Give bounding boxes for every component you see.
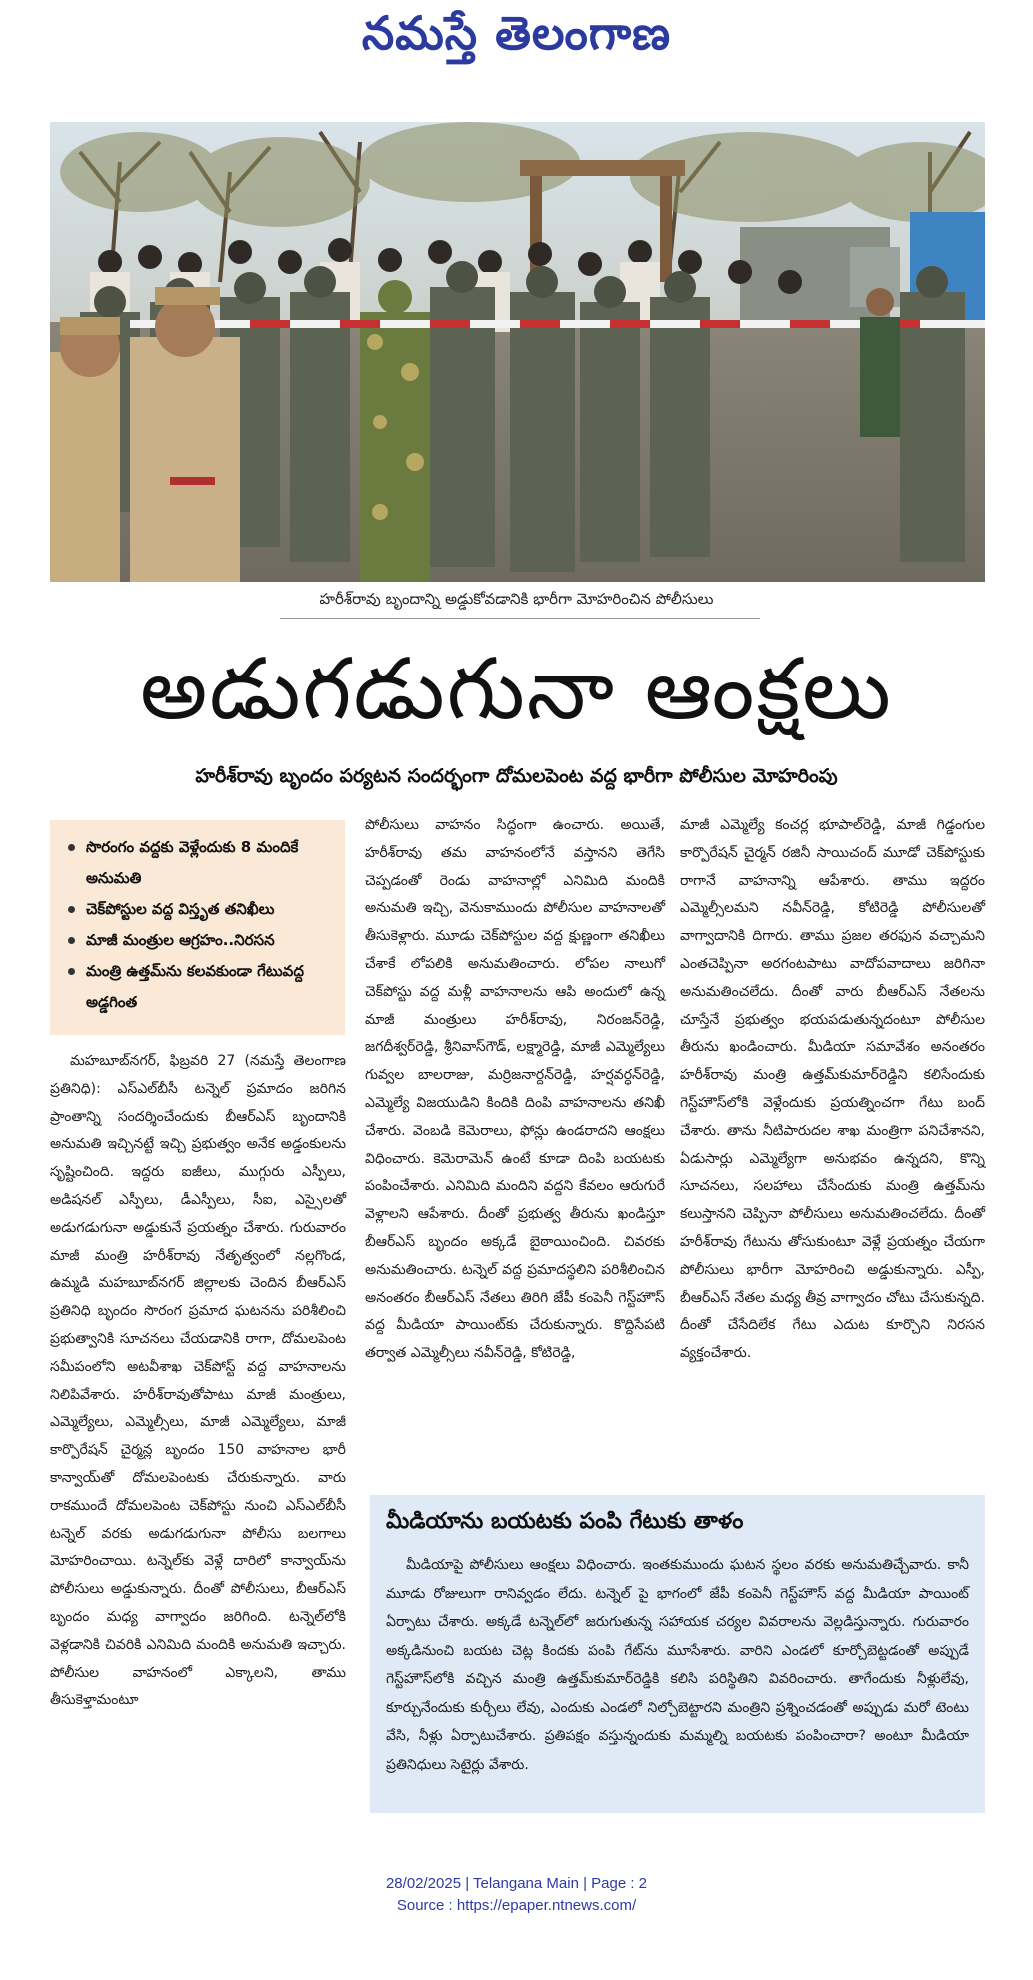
highlight-item: మంత్రి ఉత్తమ్‌ను కలవకుండా గేటువద్ద అడ్డగింత (68, 956, 331, 1018)
media-box-title: మీడియాను బయటకు పంపి గేటుకు తాళం (386, 1509, 744, 1534)
article-column-2 (365, 812, 665, 1368)
article-column-3 (680, 812, 985, 1368)
police-blockade-photo (50, 122, 985, 582)
highlight-item: మాజీ మంత్రుల ఆగ్రహం..నిరసన (68, 925, 331, 956)
caption-divider (280, 618, 760, 619)
highlight-item: చెక్‌పోస్టుల వద్ద విస్తృత తనిఖీలు (68, 894, 331, 925)
article-text: మాజీ ఎమ్మెల్యే కంచర్ల భూపాల్‌రెడ్డి, మాజీ గిడ్డంగుల కార్పొరేషన్‌ చైర్మన్‌ రజినీ సాయిచంద్‌ మూడో చెక్‌పోస్టుకు రాగానే వాహనాన్ని ఆపేశారు. తాము ఇద్దరం ఎమ్మెల్సీలమని నవీన్‌రెడ్డి, కోటిరెడ్డి పోలీసులతో వాగ్వాదానికి దిగారు. తాము ప్రజల తరఫున వచ్చామని ఎంతచెప్పినా అరగంటపాటు వాదోపవాదాలు జరిగినా అనుమతించలేదు. దీంతో వారు బీఆర్‌ఎస్‌ నేతలను చూస్తేనే ప్రభుత్వం భయపడుతున్నదంటూ పోలీసుల తీరును ఖండించారు. మీడియా సమావేశం అనంతరం హరీశ్‌రావు మంత్రి ఉత్తమ్‌కుమార్‌రెడ్డిని కలిసేందుకు గెస్ట్‌హౌస్‌లోకి వెళ్లేందుకు ప్రయత్నించగా గేటు బంద్‌ చేశారు. తాను నీటిపారుదల శాఖ మంత్రిగా పనిచేశానని, ఏడుసార్లు ఎమ్మెల్యేగా అనుభవం ఉన్నదని, కొన్ని సూచనలు, సలహాలు చేసేందుకు మంత్రి ఉత్తమ్‌ను కలుస్తానని చెప్పినా పోలీసులు అనుమతించలేదు. దీంతో హరీశ్‌రావు గేటును తోసుకుంటూ వెళ్లే ప్రయత్నం చేయగా పోలీసులు భారీగా మోహరించి అడ్డుకున్నారు. ఎస్పీ, బీఆర్‌ఎస్‌ నేతల మధ్య తీవ్ర వాగ్వాదం చోటు చేసుకున్నది. దీంతో చేసేదిలేక గేటు ఎదుట కూర్చొని నిరసన వ్యక్తంచేశారు. (680, 817, 985, 1362)
footer-date-line: 28/02/2025 | Telangana Main | Page : 2 (385, 1875, 648, 1892)
footer-source-link[interactable]: Source : https://epaper.ntnews.com/ (396, 1897, 637, 1914)
article-headline: అడుగడుగునా ఆంక్షలు (140, 640, 893, 738)
article-text: మహబూబ్‌నగర్‌, ఫిబ్రవరి 27 (నమస్తే తెలంగాణ ప్రతినిధి): ఎస్‌ఎల్‌బీసీ టన్నెల్‌ ప్రమాదం జరిగిన ప్రాంతాన్ని సందర్శించేందుకు బీఆర్‌ఎస్‌ బృందానికి అనుమతి ఇచ్చినట్టే ఇచ్చి ప్రభుత్వం అనేక అడ్డంకులను సృష్టించింది. ఇద్దరు ఐజీలు, ముగ్గురు ఎస్పీలు, అడిషనల్‌ ఎస్పీలు, డీఎస్పీలు, సీఐ, ఎస్సైలతో అడుగడుగునా అడ్డుకునే ప్రయత్నం చేశారు. గురువారం మాజీ మంత్రి హరీశ్‌రావు నేతృత్వంలో నల్లగొండ, ఉమ్మడి మహబూబ్‌నగర్‌ జిల్లాలకు చెందిన బీఆర్‌ఎస్‌ ప్రతినిధి బృందం సొరంగ ప్రమాద ఘటనను పరిశీలించి ప్రభుత్వానికి సూచనలు చేయడానికి రాగా, దోమలపెంట సమీపంలోని అటవీశాఖ చెక్‌పోస్ట్‌ వద్ద వాహనాలను నిలిపివేశారు. హరీశ్‌రావుతోపాటు మాజీ మంత్రులు, ఎమ్మెల్యేలు, ఎమ్మెల్సీలు, మాజీ ఎమ్మెల్యేలు, మాజీ కార్పొరేషన్‌ చైర్మన్ల బృందం 150 వాహనాల భారీ కాన్వాయ్‌తో దోమలపెంటకు చేరుకున్నారు. వారు రాకముందే దోమలపెంట చెక్‌పోస్టు నుంచి ఎస్‌ఎల్‌బీసీ టన్నెల్‌ వరకు అడుగడుగునా పోలీసు బలగాలు మోహరించాయి. టన్నెల్‌కు వెళ్లే దారిలో కాన్వాయ్‌ను పోలీసులు అడ్డుకున్నారు. దీంతో పోలీసులు, బీఆర్‌ఎస్‌ బృందం మధ్య వాగ్వాదం జరిగింది. టన్నెల్‌లోకి వెళ్లడానికి చివరికి ఎనిమిది మందికి అనుమతి ఇచ్చారు. పోలీసుల వాహనంలో ఎక్కాలని, తాము తీసుకెళ్తామంటూ (50, 1053, 346, 1709)
page-footer (0, 1873, 1033, 1917)
news-photo (50, 122, 985, 582)
highlights-box (50, 820, 345, 1035)
highlight-item: సొరంగం వద్దకు వెళ్లేందుకు 8 మందికే అనుమతి (68, 832, 331, 894)
media-box-body: మీడియాపై పోలీసులు ఆంక్షలు విధించారు. ఇంతకుముందు ఘటన స్థలం వరకు అనుమతిచ్చేవారు. కానీ మూడు రోజులుగా రానివ్వడం లేదు. టన్నెల్‌ పై భాగంలో జేపీ కంపెనీ గెస్ట్‌హౌస్‌ వద్ద మీడియా పాయింట్‌ ఏర్పాటు చేశారు. అక్కడే టన్నెల్‌లో జరుగుతున్న సహాయక చర్యల వివరాలను వెల్లడిస్తున్నారు. గురువారం అక్కడినుంచి బయట చెట్ల కిందకు పంపి గేట్‌ను మూసేశారు. వారిని ఎండలో కూర్చోబెట్టడంతో అప్పుడే గెస్ట్‌హౌస్‌లోకి వచ్చిన మంత్రి ఉత్తమ్‌కుమార్‌రెడ్డికి కలిసి పరిస్థితిని వివరించారు. తాగేందుకు నీళ్లులేవు, కూర్చునేందుకు కుర్చీలు లేవు, ఎందుకు ఎండలో నిల్చోబెట్టారని మంత్రిని ప్రశ్నించడంతో అప్పుడు మరో టెంటు వేసి, నీళ్లు ఏర్పాటుచేశారు. ప్రతిపక్షం వస్తున్నందుకు మమ్మల్ని బయటకు పంపించారా? అంటూ మీడియా ప్రతినిధులు సెటైర్లు వేశారు. (386, 1557, 969, 1773)
article-text: పోలీసులు వాహనం సిద్ధంగా ఉంచారు. అయితే, హరీశ్‌రావు తమ వాహనంలోనే వస్తానని తెగేసి చెప్పడంతో రెండు వాహనాల్లో ఎనిమిది మందికి అనుమతి ఇచ్చి, వెనుకాముందు పోలీసుల వాహనాలతో తీసుకెళ్లారు. మూడు చెక్‌పోస్టుల వద్ద క్షుణ్ణంగా తనిఖీలు చేశాకే లోపలికి అనుమతించారు. లోపల నాలుగో చెక్‌పోస్టు వద్ద మళ్లీ వాహనాలను ఆపి అందులో ఉన్న మాజీ మంత్రులు హరీశ్‌రావు, నిరంజన్‌రెడ్డి, జగదీశ్వర్‌రెడ్డి, శ్రీనివాస్‌గౌడ్‌, లక్ష్మారెడ్డి, మాజీ ఎమ్మెల్యేలు గువ్వల బాలరాజు, మర్రిజనార్దన్‌రెడ్డి, హర్షవర్ధన్‌రెడ్డి, ఎమ్మెల్యే విజయుడిని కిందికి దింపి వాహనాలను తనిఖీ చేశారు. వెంబడి కెమెరాలు, ఫోన్లు ఉండరాదని ఆంక్షలు విధించారు. కెమెరామెన్‌ ఉంటే కూడా దింపి బయటకు పంపించేశారు. ఎనిమిది మందిని వద్దని కేవలం ఆరుగురే వెళ్లాలని ఆపేశారు. దీంతో ప్రభుత్వ తీరును ఖండిస్తూ బీఆర్‌ఎస్‌ బృందం అక్కడే బైఠాయించింది. చివరకు అనుమతించారు. టన్నెల్‌ వద్ద ప్రమాదస్థలిని పరిశీలించిన అనంతరం బీఆర్‌ఎస్‌ నేతలు తిరిగి జేపీ కంపెనీ గెస్ట్‌హౌస్‌ వద్ద మీడియా పాయింట్‌కు చేరుకున్నారు. కొద్దిసేపటి తర్వాత ఎమ్మెల్సీలు నవీన్‌రెడ్డి, కోటిరెడ్డి, (365, 817, 665, 1362)
media-sidebar-box (370, 1495, 985, 1813)
article-subheadline: హరీశ్‌రావు బృందం పర్యటన సందర్భంగా దోమలపెంట వద్ద భారీగా పోలీసుల మోహరింపు (195, 765, 838, 787)
photo-caption: హరీశ్‌రావు బృందాన్ని అడ్డుకోవడానికి భారీగా మోహరించిన పోలీసులు (319, 590, 714, 608)
masthead-title: నమస్తే తెలంగాణ (361, 6, 672, 60)
article-column-1 (50, 1048, 346, 1715)
